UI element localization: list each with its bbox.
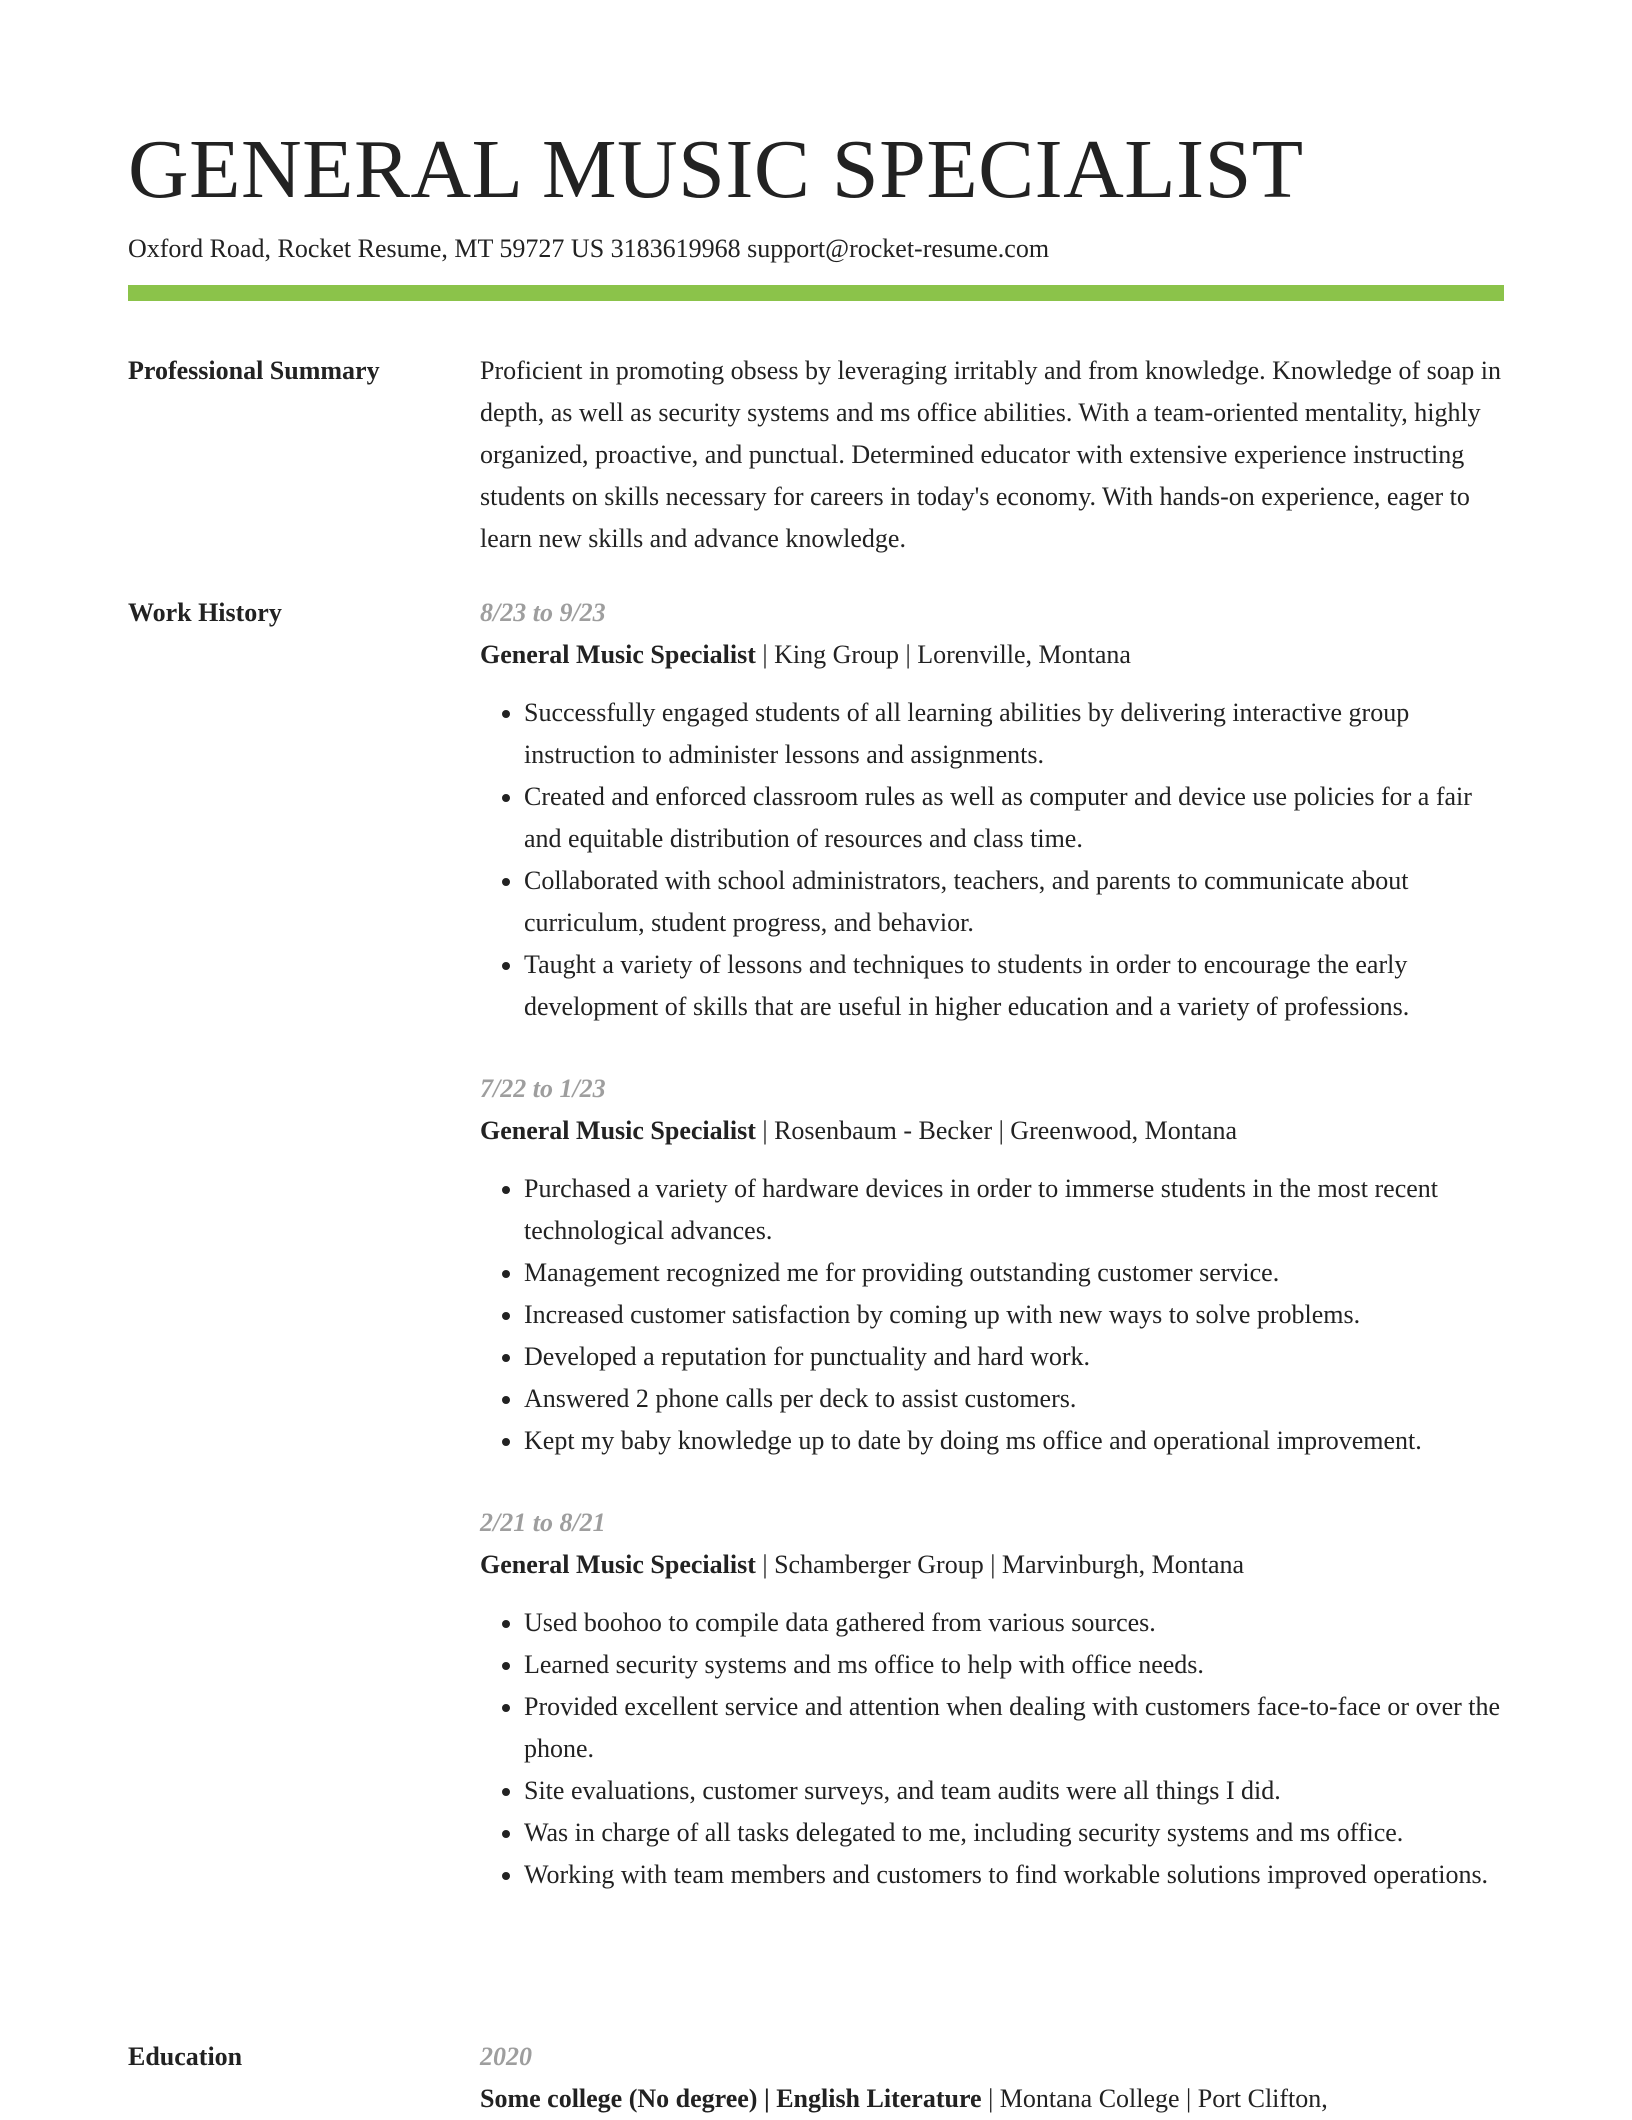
job-entry <box>480 1502 1504 1896</box>
job-dates: 8/23 to 9/23 <box>480 598 606 627</box>
education-body <box>480 2036 1504 2120</box>
job-dates: 7/22 to 1/23 <box>480 1074 606 1103</box>
education-degree: Some college (No degree) | English Literature <box>480 2084 982 2113</box>
job-title: General Music Specialist <box>480 1116 756 1145</box>
contact-line: Oxford Road, Rocket Resume, MT 59727 US 3183619968 support@rocket-resume.com <box>128 234 1050 263</box>
job-bullet: • Used boohoo to compile data gathered from various sources. <box>524 1602 1504 1644</box>
job-bullets <box>480 1602 1504 1896</box>
summary-label: Professional Summary <box>128 356 380 385</box>
job-title: General Music Specialist <box>480 640 756 669</box>
job-details: | Schamberger Group | Marvinburgh, Montana <box>755 1550 1245 1579</box>
job-bullet: • Created and enforced classroom rules as well as computer and device use policies for a fair and equitable distribution of resources and class time. <box>524 776 1504 860</box>
education-label: Education <box>128 2042 243 2071</box>
job-details: | Rosenbaum - Becker | Greenwood, Montana <box>755 1116 1238 1145</box>
job-bullet: • Was in charge of all tasks delegated to me, including security systems and ms office. <box>524 1812 1504 1854</box>
job-bullet: • Management recognized me for providing outstanding customer service. <box>524 1252 1504 1294</box>
job-bullet: • Answered 2 phone calls per deck to assist customers. <box>524 1378 1504 1420</box>
job-title-line <box>480 1110 1504 1152</box>
job-bullets <box>480 692 1504 1028</box>
job-title-line <box>480 1544 1504 1586</box>
job-bullet: • Provided excellent service and attention when dealing with customers face-to-face or over the phone. <box>524 1686 1504 1770</box>
candidate-name: GENERAL MUSIC SPECIALIST <box>128 123 1304 216</box>
job-bullet: • Purchased a variety of hardware devices in order to immerse students in the most recent technological advances. <box>524 1168 1504 1252</box>
job-entry <box>480 592 1504 1028</box>
job-bullets <box>480 1168 1504 1462</box>
education-title-line <box>480 2078 1504 2120</box>
job-bullet: • Kept my baby knowledge up to date by doing ms office and operational improvement. <box>524 1420 1504 1462</box>
job-bullet: • Collaborated with school administrators, teachers, and parents to communicate about curriculum, student progress, and behavior. <box>524 860 1504 944</box>
work-history-label: Work History <box>128 598 282 627</box>
job-bullet: • Developed a reputation for punctuality and hard work. <box>524 1336 1504 1378</box>
job-entry <box>480 1068 1504 1462</box>
education-year: 2020 <box>480 2042 532 2071</box>
summary-text: Proficient in promoting obsess by leveraging irritably and from knowledge. Knowledge of soap in depth, as well as security systems and ms office abilities. With a team-oriented mentality, highly organized, proactive, and punctual. Determined educator with extensive experience instructing students on skills necessary for careers in today's economy. With hands-on experience, eager to learn new skills and advance knowledge. <box>480 356 1502 553</box>
job-title-line <box>480 634 1504 676</box>
job-title: General Music Specialist <box>480 1550 756 1579</box>
job-bullet: • Increased customer satisfaction by coming up with new ways to solve problems. <box>524 1294 1504 1336</box>
job-bullet: • Learned security systems and ms office to help with office needs. <box>524 1644 1504 1686</box>
work-history-body <box>480 592 1504 1936</box>
education-details: | Montana College | Port Clifton, <box>981 2084 1328 2113</box>
job-bullet: • Working with team members and customers to find workable solutions improved operations. <box>524 1854 1504 1896</box>
job-dates: 2/21 to 8/21 <box>480 1508 606 1537</box>
job-bullet: • Successfully engaged students of all learning abilities by delivering interactive group instruction to administer lessons and assignments. <box>524 692 1504 776</box>
summary-body <box>480 350 1504 560</box>
job-bullet: • Site evaluations, customer surveys, and team audits were all things I did. <box>524 1770 1504 1812</box>
header-divider <box>128 285 1504 301</box>
job-bullet: • Taught a variety of lessons and techniques to students in order to encourage the early development of skills that are useful in higher education and a variety of professions. <box>524 944 1504 1028</box>
job-details: | King Group | Lorenville, Montana <box>755 640 1131 669</box>
